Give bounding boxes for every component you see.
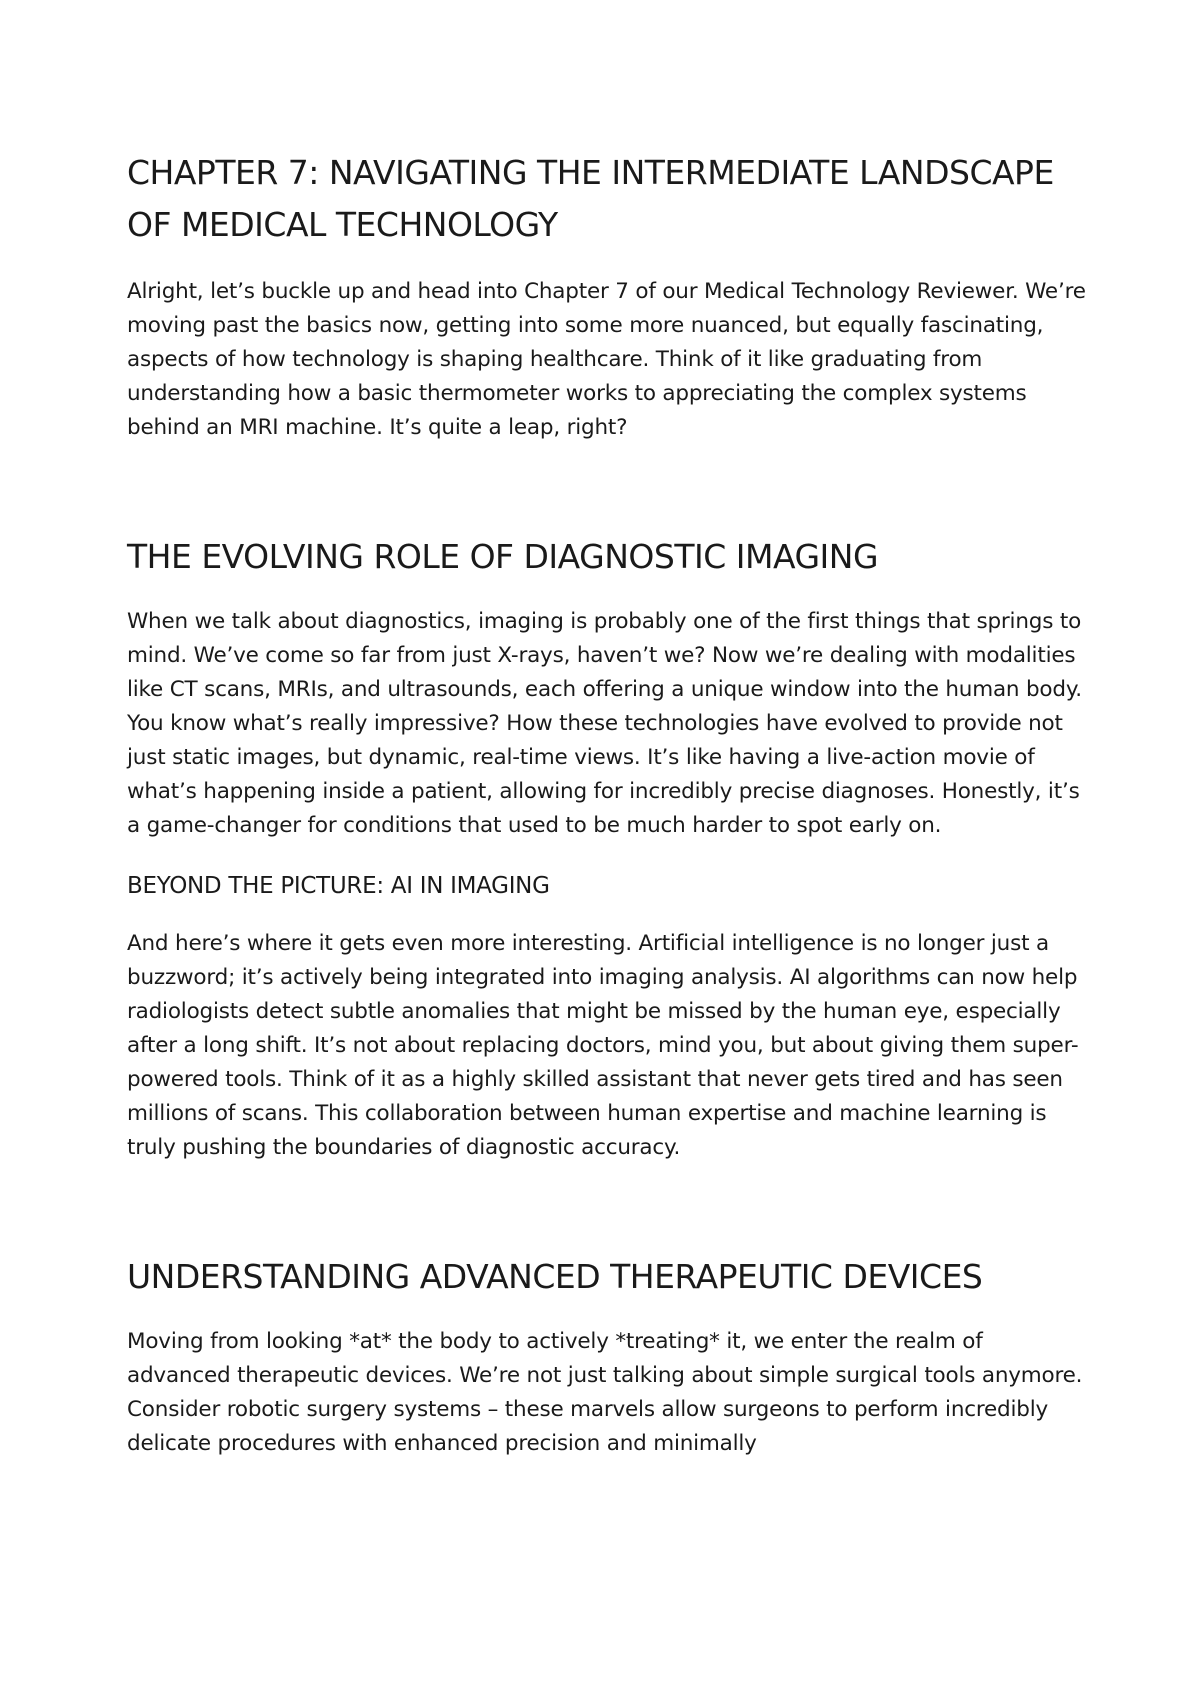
chapter-title: CHAPTER 7: NAVIGATING THE INTERMEDIATE LANDSCAPE OF MEDICAL TECHNOLOGY [127,153,1054,244]
therapeutic-devices-paragraph: Moving from looking *at* the body to actively *treating* it, we enter the realm of advanced therapeutic devices. We’re not just talking about simple surgical tools anymore. Consider robotic surgery systems – these marvels allow surgeons to perform incredibly delicate procedures with enhanced precision and minimally [127,1329,1083,1456]
intro-paragraph: Alright, let’s buckle up and head into Chapter 7 of our Medical Technology Reviewer. We’re moving past the basics now, getting into some more nuanced, but equally fascinating, aspects of how technology is shaping healthcare. Think of it like graduating from understanding how a basic thermometer works to appreciating the complex systems behind an MRI machine. It’s quite a leap, right? [127,279,1086,440]
ai-imaging-paragraph: And here’s where it gets even more interesting. Artificial intelligence is no longer just a buzzword; it’s actively being integrated into imaging analysis. AI algorithms can now help radiologists detect subtle anomalies that might be missed by the human eye, especially after a long shift. It’s not about replacing doctors, mind you, but about giving them super-powered tools. Think of it as a highly skilled assistant that never gets tired and has seen millions of scans. This collaboration between human expertise and machine learning is truly pushing the boundaries of diagnostic accuracy. [127,931,1079,1160]
subsection-heading-ai-imaging: BEYOND THE PICTURE: AI IN IMAGING [127,873,550,899]
section-heading-therapeutic-devices: UNDERSTANDING ADVANCED THERAPEUTIC DEVICES [127,1257,983,1296]
section-heading-diagnostic-imaging: THE EVOLVING ROLE OF DIAGNOSTIC IMAGING [127,537,879,576]
diagnostic-imaging-paragraph: When we talk about diagnostics, imaging is probably one of the first things that springs to mind. We’ve come so far from just X-rays, haven’t we? Now we’re dealing with modalities like CT scans, MRIs, and ultrasounds, each offering a unique window into the human body. You know what’s really impressive? How these technologies have evolved to provide not just static images, but dynamic, real-time views. It’s like having a live-action movie of what’s happening inside a patient, allowing for incredibly precise diagnoses. Honestly, it’s a game-changer for conditions that used to be much harder to spot early on. [127,609,1082,838]
document-page [127,147,1087,1461]
